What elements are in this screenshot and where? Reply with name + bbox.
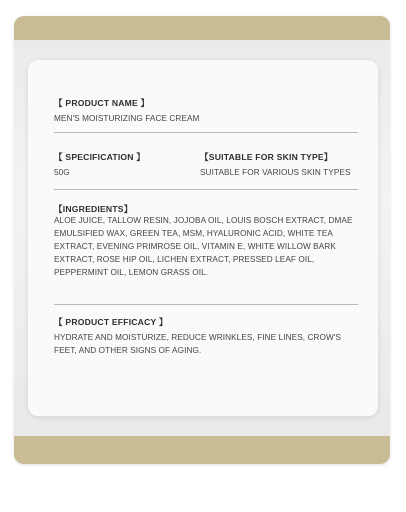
- specification-value: 50G: [54, 168, 70, 177]
- divider-2: [54, 189, 358, 190]
- divider-3: [54, 304, 358, 305]
- divider-1: [54, 132, 358, 133]
- specification-heading: 【 SPECIFICATION 】: [54, 152, 146, 162]
- product-name-value: MEN'S MOISTURIZING FACE CREAM: [54, 114, 200, 123]
- efficacy-heading: 【 PRODUCT EFFICACY 】: [54, 317, 168, 327]
- skin-type-value: SUITABLE FOR VARIOUS SKIN TYPES: [200, 168, 351, 177]
- ingredients-heading: 【INGREDIENTS】: [54, 204, 133, 214]
- top-gold-band: [14, 16, 390, 40]
- skin-type-heading: 【SUITABLE FOR SKIN TYPE】: [200, 152, 333, 162]
- efficacy-value: HYDRATE AND MOISTURIZE, REDUCE WRINKLES, FINE LINES, CROW'S FEET, AND OTHER SIGNS OF AGING.: [54, 333, 342, 355]
- product-name-heading: 【 PRODUCT NAME 】: [54, 98, 150, 108]
- ingredients-value: ALOE JUICE, TALLOW RESIN, JOJOBA OIL, LOUIS BOSCH EXTRACT, DMAE EMULSIFIED WAX, GREEN TEA, MSM, HYALURONIC ACID, WHITE TEA EXTRACT, EVENING PRIMROSE OIL, VITAMIN E, WHITE WILLOW BARK EXTRACT, ROSE HIP OIL, LICHEN EXTRACT, PRESSED LEAF OIL, PEPPERMINT OIL, LEMON GRASS OIL.: [54, 216, 353, 277]
- bottom-gold-band: [14, 436, 390, 464]
